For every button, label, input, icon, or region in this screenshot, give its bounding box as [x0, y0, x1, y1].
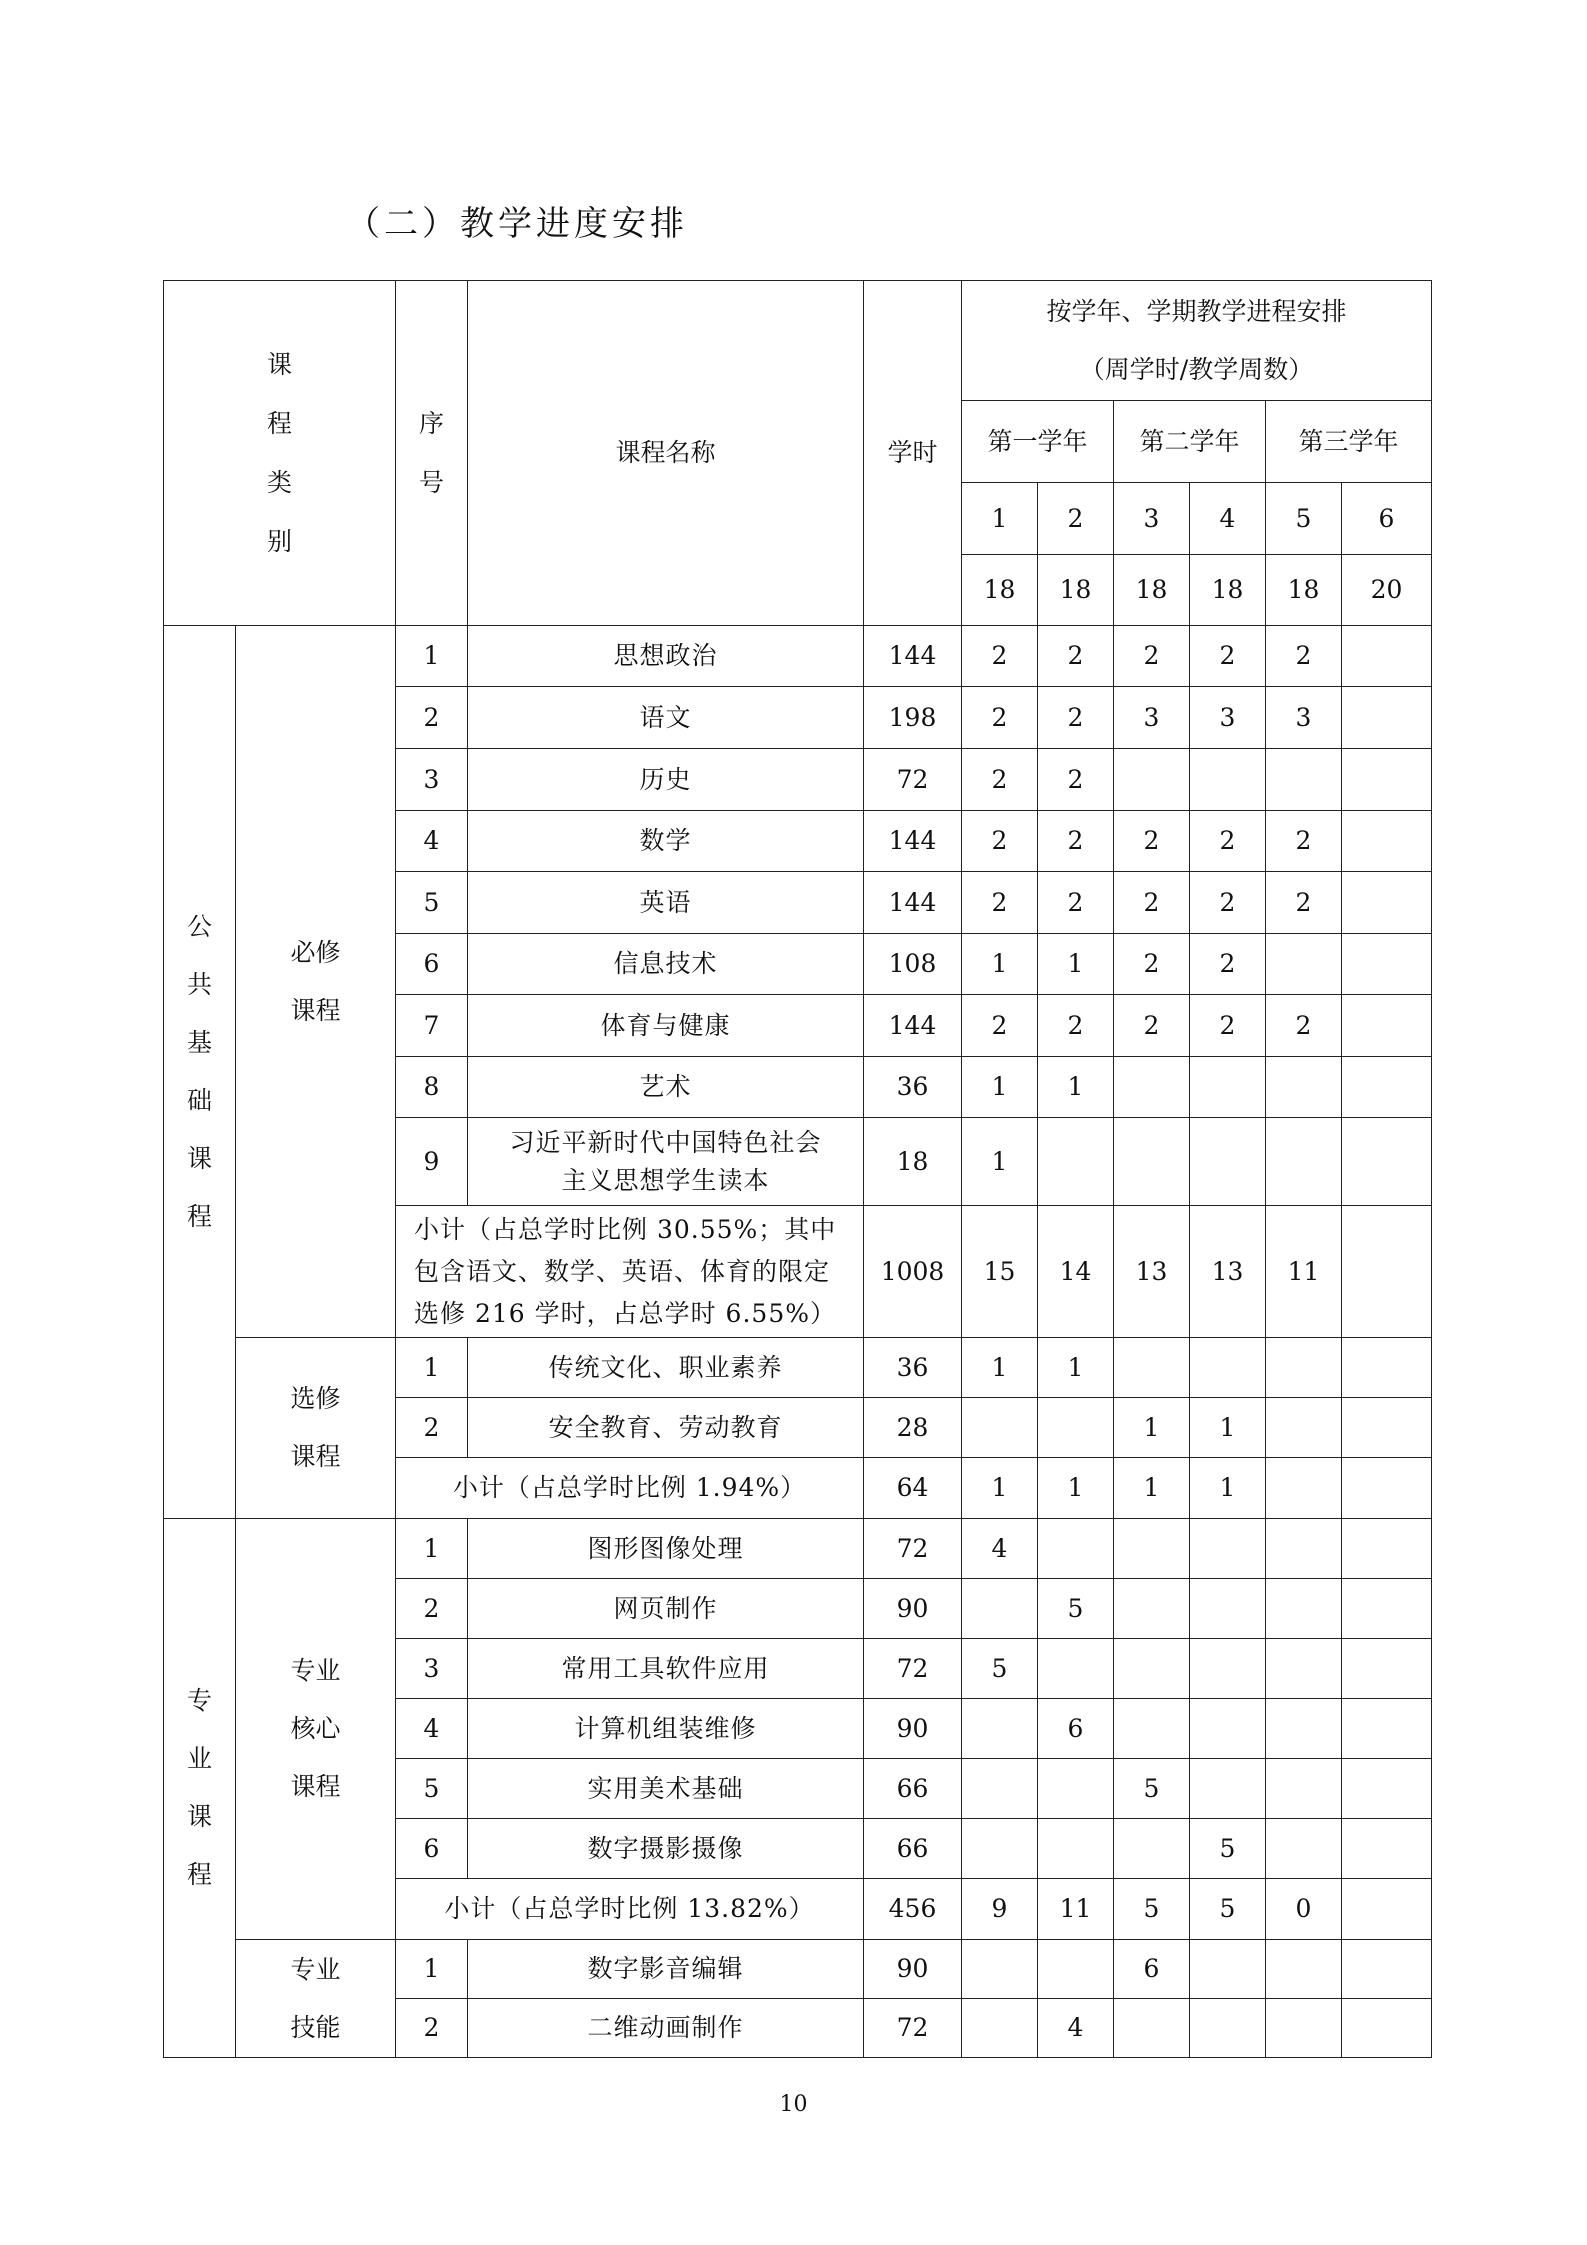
semester-hours-cell — [1190, 749, 1266, 811]
group-char: 课 — [186, 1802, 212, 1831]
seq-cell: 2 — [396, 1579, 468, 1639]
seq-cell: 7 — [396, 995, 468, 1057]
semester-hours-cell — [1114, 1519, 1190, 1579]
semester-header: 1 — [962, 483, 1038, 555]
subtotal-line: 小计（占总学时比例 30.55%；其中 — [414, 1214, 837, 1244]
semester-hours-cell — [1342, 1639, 1432, 1699]
semester-hours-cell: 2 — [1190, 872, 1266, 934]
semester-hours-cell — [1266, 1579, 1342, 1639]
semester-hours-cell: 9 — [962, 1879, 1038, 1940]
semester-hours-cell: 2 — [962, 995, 1038, 1057]
hours-cell: 72 — [864, 1999, 962, 2058]
seq-cell: 2 — [396, 1999, 468, 2058]
semester-hours-cell: 11 — [1038, 1879, 1114, 1940]
group-char: 核心 — [290, 1714, 341, 1743]
semester-hours-cell: 2 — [962, 749, 1038, 811]
year-1-header: 第一学年 — [962, 401, 1114, 483]
group-char: 基 — [186, 1028, 212, 1057]
category-char: 课 — [266, 350, 292, 379]
semester-hours-cell — [1038, 1759, 1114, 1819]
hours-cell: 90 — [864, 1579, 962, 1639]
group-char: 课 — [186, 1144, 212, 1173]
semester-hours-cell — [1342, 1699, 1432, 1759]
semester-hours-cell: 2 — [962, 872, 1038, 934]
semester-hours-cell — [1342, 626, 1432, 687]
semester-hours-cell: 2 — [962, 687, 1038, 749]
hours-cell: 144 — [864, 811, 962, 872]
hours-cell: 66 — [864, 1759, 962, 1819]
skill-group — [236, 1940, 396, 2058]
semester-hours-cell — [1266, 1940, 1342, 1999]
semester-hours-cell: 4 — [962, 1519, 1038, 1579]
course-name-cell: 计算机组装维修 — [468, 1699, 864, 1759]
group-char: 公 — [186, 912, 212, 941]
seq-cell: 6 — [396, 1819, 468, 1879]
semester-hours-cell — [1190, 1999, 1266, 2058]
seq-cell: 2 — [396, 1398, 468, 1458]
seq-cell: 4 — [396, 811, 468, 872]
group-char: 技能 — [290, 2012, 341, 2042]
hours-cell: 456 — [864, 1879, 962, 1940]
seq-cell: 5 — [396, 1759, 468, 1819]
seq-header — [396, 281, 468, 626]
group-char: 专业 — [290, 1656, 341, 1685]
group-char: 业 — [186, 1744, 212, 1773]
semester-hours-cell: 1 — [1190, 1458, 1266, 1519]
seq-char: 序 — [418, 409, 444, 438]
hours-cell: 72 — [864, 1519, 962, 1579]
elective-subtotal-label: 小计（占总学时比例 1.94%） — [396, 1458, 864, 1519]
semester-hours-cell: 2 — [962, 811, 1038, 872]
semester-header: 5 — [1266, 483, 1342, 555]
semester-hours-cell: 2 — [1038, 687, 1114, 749]
semester-hours-cell: 1 — [962, 1118, 1038, 1206]
group-char: 专业 — [290, 1954, 341, 1984]
semester-hours-cell: 2 — [1190, 626, 1266, 687]
core-group — [236, 1519, 396, 1940]
subtotal-line: 包含语文、数学、英语、体育的限定 — [414, 1256, 831, 1286]
semester-hours-cell: 2 — [1190, 811, 1266, 872]
core-subtotal-label: 小计（占总学时比例 13.82%） — [396, 1879, 864, 1940]
semester-hours-cell — [1266, 749, 1342, 811]
semester-hours-cell — [1342, 1999, 1432, 2058]
hours-cell: 18 — [864, 1118, 962, 1206]
semester-hours-cell — [1266, 1759, 1342, 1819]
semester-hours-cell — [1342, 934, 1432, 995]
weeks-header: 18 — [1266, 555, 1342, 626]
hours-header: 学时 — [864, 281, 962, 626]
semester-hours-cell — [1190, 1940, 1266, 1999]
weeks-header: 18 — [1114, 555, 1190, 626]
seq-cell: 6 — [396, 934, 468, 995]
hours-cell: 90 — [864, 1699, 962, 1759]
semester-hours-cell: 5 — [1114, 1879, 1190, 1940]
semester-hours-cell — [962, 1699, 1038, 1759]
semester-hours-cell: 1 — [962, 1057, 1038, 1118]
semester-hours-cell: 2 — [1190, 995, 1266, 1057]
seq-cell: 1 — [396, 1338, 468, 1398]
semester-hours-cell: 2 — [1266, 811, 1342, 872]
semester-hours-cell — [1342, 995, 1432, 1057]
hours-cell: 144 — [864, 626, 962, 687]
weeks-header: 20 — [1342, 555, 1432, 626]
semester-hours-cell: 1 — [1190, 1398, 1266, 1458]
semester-hours-cell: 2 — [1190, 934, 1266, 995]
semester-hours-cell: 5 — [1190, 1819, 1266, 1879]
semester-hours-cell — [1266, 934, 1342, 995]
semester-hours-cell — [1266, 1999, 1342, 2058]
semester-hours-cell: 2 — [1114, 934, 1190, 995]
semester-hours-cell: 14 — [1038, 1206, 1114, 1338]
semester-hours-cell — [1114, 1057, 1190, 1118]
course-name-cell: 英语 — [468, 872, 864, 934]
semester-hours-cell: 15 — [962, 1206, 1038, 1338]
semester-hours-cell: 6 — [1038, 1699, 1114, 1759]
semester-hours-cell: 11 — [1266, 1206, 1342, 1338]
semester-hours-cell — [1342, 687, 1432, 749]
schedule-header — [962, 281, 1432, 401]
seq-cell: 5 — [396, 872, 468, 934]
group-char: 课程 — [290, 1772, 341, 1801]
semester-hours-cell: 1 — [1114, 1458, 1190, 1519]
semester-hours-cell: 5 — [1190, 1879, 1266, 1940]
hours-cell: 72 — [864, 1639, 962, 1699]
category-header — [164, 281, 396, 626]
seq-cell: 3 — [396, 1639, 468, 1699]
semester-hours-cell — [1266, 1819, 1342, 1879]
schedule-subtitle: （周学时/教学周数） — [1079, 354, 1314, 384]
semester-hours-cell: 3 — [1114, 687, 1190, 749]
elective-group — [236, 1338, 396, 1519]
semester-hours-cell — [1266, 1398, 1342, 1458]
semester-hours-cell: 2 — [1114, 872, 1190, 934]
course-name-cell: 体育与健康 — [468, 995, 864, 1057]
schedule-title: 按学年、学期教学进程安排 — [1046, 296, 1347, 326]
group-char: 共 — [186, 970, 212, 999]
course-name-cell: 信息技术 — [468, 934, 864, 995]
semester-hours-cell — [1342, 1458, 1432, 1519]
hours-cell: 66 — [864, 1819, 962, 1879]
seq-cell: 1 — [396, 1519, 468, 1579]
professional-group — [164, 1519, 236, 2058]
semester-header: 6 — [1342, 483, 1432, 555]
semester-hours-cell: 5 — [1114, 1759, 1190, 1819]
semester-hours-cell — [1114, 1699, 1190, 1759]
semester-hours-cell — [1266, 1458, 1342, 1519]
semester-header: 4 — [1190, 483, 1266, 555]
group-char: 专 — [186, 1686, 212, 1715]
hours-cell: 36 — [864, 1057, 962, 1118]
semester-hours-cell — [1114, 1639, 1190, 1699]
page-number: 10 — [779, 2092, 808, 2117]
course-name-cell: 数字摄影摄像 — [468, 1819, 864, 1879]
semester-hours-cell: 2 — [1114, 995, 1190, 1057]
hours-cell: 72 — [864, 749, 962, 811]
semester-hours-cell: 1 — [1038, 1458, 1114, 1519]
seq-cell: 4 — [396, 1699, 468, 1759]
semester-hours-cell: 2 — [1266, 626, 1342, 687]
year-2-header: 第二学年 — [1114, 401, 1266, 483]
hours-cell: 90 — [864, 1940, 962, 1999]
semester-hours-cell: 2 — [1266, 995, 1342, 1057]
course-name-cell: 历史 — [468, 749, 864, 811]
semester-hours-cell — [1190, 1519, 1266, 1579]
semester-hours-cell: 5 — [1038, 1579, 1114, 1639]
course-name-cell: 安全教育、劳动教育 — [468, 1398, 864, 1458]
semester-hours-cell: 3 — [1190, 687, 1266, 749]
semester-hours-cell: 1 — [962, 1338, 1038, 1398]
course-name-cell: 图形图像处理 — [468, 1519, 864, 1579]
semester-hours-cell — [1266, 1639, 1342, 1699]
semester-hours-cell — [962, 1398, 1038, 1458]
hours-cell: 28 — [864, 1398, 962, 1458]
seq-cell: 3 — [396, 749, 468, 811]
hours-cell: 144 — [864, 872, 962, 934]
name-line: 主义思想学生读本 — [561, 1165, 770, 1195]
semester-hours-cell: 13 — [1190, 1206, 1266, 1338]
semester-hours-cell — [1038, 1940, 1114, 1999]
semester-hours-cell — [1266, 1057, 1342, 1118]
semester-hours-cell: 4 — [1038, 1999, 1114, 2058]
category-char: 程 — [266, 409, 292, 438]
group-char: 必修 — [290, 937, 341, 967]
semester-hours-cell — [1190, 1118, 1266, 1206]
group-char: 程 — [186, 1202, 212, 1231]
group-char: 课程 — [290, 1442, 341, 1471]
semester-hours-cell — [962, 1819, 1038, 1879]
semester-hours-cell: 2 — [1038, 872, 1114, 934]
semester-hours-cell: 2 — [1038, 811, 1114, 872]
semester-hours-cell — [1038, 1118, 1114, 1206]
hours-cell: 144 — [864, 995, 962, 1057]
semester-hours-cell — [1038, 1398, 1114, 1458]
semester-hours-cell — [1342, 749, 1432, 811]
seq-cell: 2 — [396, 687, 468, 749]
group-char: 课程 — [290, 995, 341, 1025]
semester-hours-cell — [1342, 1819, 1432, 1879]
semester-header: 2 — [1038, 483, 1114, 555]
hours-cell: 1008 — [864, 1206, 962, 1338]
course-name-cell: 艺术 — [468, 1057, 864, 1118]
weeks-header: 18 — [962, 555, 1038, 626]
semester-hours-cell — [1342, 1118, 1432, 1206]
semester-hours-cell — [1342, 1759, 1432, 1819]
semester-hours-cell: 1 — [1038, 1057, 1114, 1118]
category-char: 类 — [266, 468, 292, 497]
semester-hours-cell — [1114, 1819, 1190, 1879]
semester-hours-cell: 2 — [1038, 995, 1114, 1057]
semester-hours-cell — [1342, 1879, 1432, 1940]
semester-hours-cell — [1342, 1057, 1432, 1118]
course-name-cell: 思想政治 — [468, 626, 864, 687]
subtotal-line: 选修 216 学时，占总学时 6.55%） — [414, 1298, 836, 1328]
semester-hours-cell — [1190, 1639, 1266, 1699]
semester-hours-cell: 2 — [1038, 749, 1114, 811]
semester-hours-cell — [1038, 1819, 1114, 1879]
semester-hours-cell: 1 — [1038, 1338, 1114, 1398]
semester-hours-cell: 6 — [1114, 1940, 1190, 1999]
hours-cell: 36 — [864, 1338, 962, 1398]
semester-hours-cell — [1190, 1579, 1266, 1639]
semester-hours-cell: 2 — [1114, 626, 1190, 687]
teaching-schedule-table — [163, 280, 1432, 2058]
semester-hours-cell: 5 — [962, 1639, 1038, 1699]
semester-hours-cell — [1342, 1398, 1432, 1458]
semester-hours-cell — [1038, 1639, 1114, 1699]
semester-hours-cell — [1342, 1940, 1432, 1999]
course-name-cell: 语文 — [468, 687, 864, 749]
course-name-header: 课程名称 — [468, 281, 864, 626]
semester-hours-cell — [1114, 749, 1190, 811]
year-3-header: 第三学年 — [1266, 401, 1432, 483]
weeks-header: 18 — [1038, 555, 1114, 626]
semester-hours-cell — [962, 1759, 1038, 1819]
semester-hours-cell — [1266, 1118, 1342, 1206]
semester-hours-cell: 2 — [1038, 626, 1114, 687]
course-name-cell: 常用工具软件应用 — [468, 1639, 864, 1699]
semester-hours-cell — [1190, 1699, 1266, 1759]
semester-hours-cell: 1 — [962, 934, 1038, 995]
semester-hours-cell — [962, 1579, 1038, 1639]
seq-cell: 8 — [396, 1057, 468, 1118]
semester-hours-cell — [1114, 1338, 1190, 1398]
required-group — [236, 626, 396, 1338]
course-name-cell — [468, 1118, 864, 1206]
semester-hours-cell — [1342, 1206, 1432, 1338]
semester-hours-cell: 2 — [962, 626, 1038, 687]
course-name-cell: 网页制作 — [468, 1579, 864, 1639]
semester-hours-cell — [1266, 1519, 1342, 1579]
semester-hours-cell — [1114, 1999, 1190, 2058]
semester-header: 3 — [1114, 483, 1190, 555]
semester-hours-cell — [1342, 1579, 1432, 1639]
semester-hours-cell: 0 — [1266, 1879, 1342, 1940]
seq-cell: 1 — [396, 1940, 468, 1999]
group-char: 程 — [186, 1860, 212, 1889]
semester-hours-cell: 2 — [1114, 811, 1190, 872]
semester-hours-cell — [1342, 1519, 1432, 1579]
semester-hours-cell: 13 — [1114, 1206, 1190, 1338]
group-char: 选修 — [290, 1384, 341, 1413]
semester-hours-cell — [962, 1940, 1038, 1999]
category-char: 别 — [266, 527, 292, 556]
seq-char: 号 — [418, 468, 444, 497]
semester-hours-cell: 3 — [1266, 687, 1342, 749]
semester-hours-cell — [1190, 1057, 1266, 1118]
course-name-cell: 实用美术基础 — [468, 1759, 864, 1819]
hours-cell: 198 — [864, 687, 962, 749]
seq-cell: 1 — [396, 626, 468, 687]
semester-hours-cell — [1266, 1699, 1342, 1759]
seq-cell: 9 — [396, 1118, 468, 1206]
hours-cell: 108 — [864, 934, 962, 995]
course-name-cell: 数学 — [468, 811, 864, 872]
course-name-cell: 二维动画制作 — [468, 1999, 864, 2058]
section-heading: （二）教学进度安排 — [346, 204, 688, 244]
semester-hours-cell: 1 — [962, 1458, 1038, 1519]
hours-cell: 64 — [864, 1458, 962, 1519]
semester-hours-cell — [1342, 811, 1432, 872]
semester-hours-cell — [962, 1999, 1038, 2058]
group-char: 础 — [186, 1086, 212, 1115]
semester-hours-cell — [1266, 1338, 1342, 1398]
semester-hours-cell: 2 — [1266, 872, 1342, 934]
semester-hours-cell — [1342, 1338, 1432, 1398]
semester-hours-cell — [1114, 1579, 1190, 1639]
semester-hours-cell — [1114, 1118, 1190, 1206]
course-name-cell: 数字影音编辑 — [468, 1940, 864, 1999]
semester-hours-cell: 1 — [1114, 1398, 1190, 1458]
semester-hours-cell: 1 — [1038, 934, 1114, 995]
weeks-header: 18 — [1190, 555, 1266, 626]
required-subtotal-label — [396, 1206, 864, 1338]
semester-hours-cell — [1342, 872, 1432, 934]
name-line: 习近平新时代中国特色社会 — [509, 1128, 822, 1157]
public-basic-group — [164, 626, 236, 1519]
course-name-cell: 传统文化、职业素养 — [468, 1338, 864, 1398]
semester-hours-cell — [1190, 1759, 1266, 1819]
semester-hours-cell — [1038, 1519, 1114, 1579]
semester-hours-cell — [1190, 1338, 1266, 1398]
